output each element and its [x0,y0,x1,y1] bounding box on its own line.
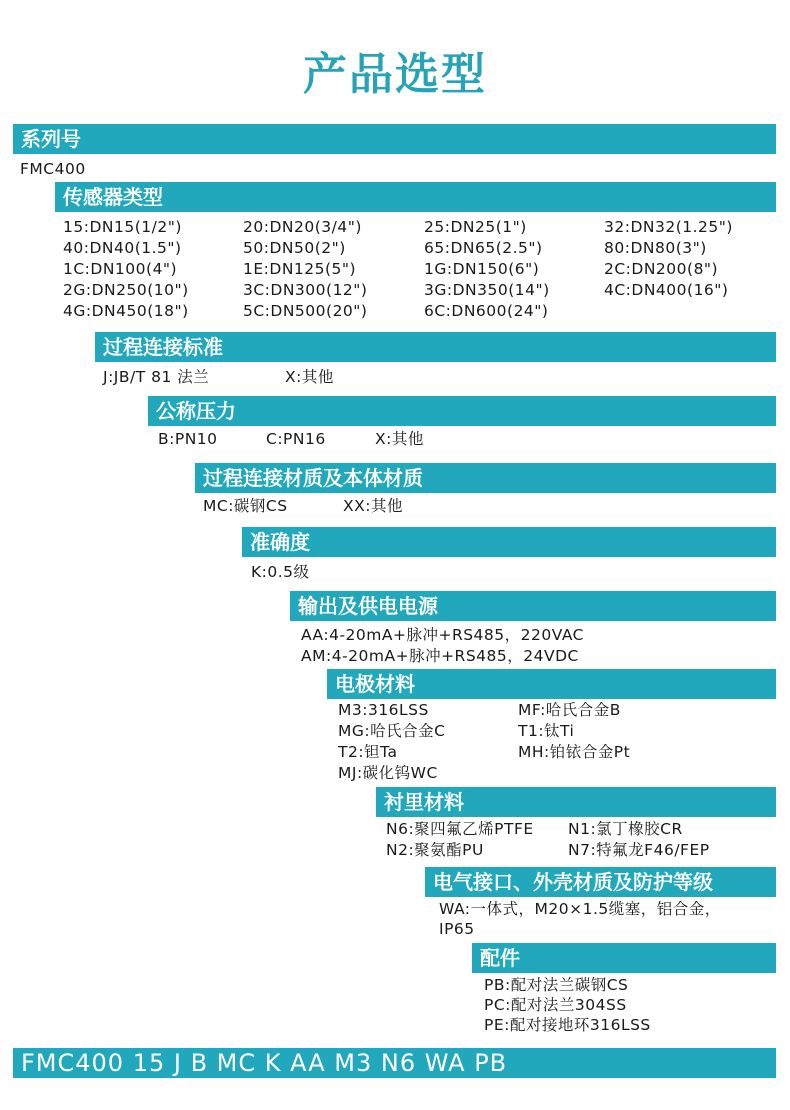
output-power-item: AM:4-20mA+脉冲+RS485，24VDC [301,647,579,665]
body-material-item: MC:碳钢CS [203,497,288,515]
sensor-type-item: 25:DN25(1") [424,218,527,236]
output-power-item: AA:4-20mA+脉冲+RS485，220VAC [301,626,584,644]
nominal-pressure-item: C:PN16 [266,430,326,448]
sensor-type-item: 2G:DN250(10") [63,281,189,299]
accessories-item: PB:配对法兰碳钢CS [484,976,629,994]
section-header-output-power: 输出及供电电源 [290,591,776,621]
sensor-type-item: 1E:DN125(5") [243,260,357,278]
section-header-electrode-material: 电极材料 [327,669,776,699]
section-header-nominal-pressure: 公称压力 [148,396,776,426]
section-header-accuracy: 准确度 [242,527,776,557]
page-title: 产品选型 [303,49,487,100]
sensor-type-item: 40:DN40(1.5") [63,239,182,257]
lining-material-item: N1:氯丁橡胶CR [568,820,683,838]
lining-material-item: N6:聚四氟乙烯PTFE [386,820,534,838]
electrode-material-item: MF:哈氏合金B [518,701,621,719]
sensor-type-item: 2C:DN200(8") [604,260,719,278]
sensor-type-item: 1G:DN150(6") [424,260,540,278]
electrode-material-item: T1:钛Ti [518,722,575,740]
section-header-electrical: 电气接口、外壳材质及防护等级 [425,867,776,897]
series-value: FMC400 [20,160,86,178]
lining-material-item: N7:特氟龙F46/FEP [568,841,710,859]
nominal-pressure-item: B:PN10 [158,430,218,448]
sensor-type-item: 1C:DN100(4") [63,260,178,278]
sensor-type-item: 80:DN80(3") [604,239,707,257]
sensor-type-item: 5C:DN500(20") [243,302,368,320]
sensor-type-item: 50:DN50(2") [243,239,346,257]
sensor-type-item: 15:DN15(1/2") [63,218,182,236]
section-header-accessories: 配件 [472,943,776,973]
electrical-line: IP65 [439,920,475,938]
electrode-material-item: M3:316LSS [338,701,429,719]
section-header-series: 系列号 [13,124,776,154]
electrode-material-item: MJ:碳化钨WC [338,764,438,782]
section-header-lining-material: 衬里材料 [376,787,776,817]
example-model-code: FMC400 15 J B MC K AA M3 N6 WA PB [13,1048,776,1078]
body-material-item: XX:其他 [343,497,403,515]
section-header-process-standard: 过程连接标准 [95,332,776,362]
section-header-body-material: 过程连接材质及本体材质 [195,463,776,493]
lining-material-item: N2:聚氨酯PU [386,841,484,859]
section-header-sensor-type: 传感器类型 [55,182,776,212]
electrical-line: WA:一体式，M20×1.5缆塞，铝合金， [439,900,721,918]
nominal-pressure-item: X:其他 [375,430,424,448]
process-standard-item: J:JB/T 81 法兰 [103,368,210,386]
electrode-material-item: T2:钽Ta [338,743,398,761]
accessories-item: PE:配对接地环316LSS [484,1016,651,1034]
sensor-type-item: 32:DN32(1.25") [604,218,733,236]
sensor-type-item: 3C:DN300(12") [243,281,368,299]
sensor-type-item: 20:DN20(3/4") [243,218,362,236]
sensor-type-item: 65:DN65(2.5") [424,239,543,257]
sensor-type-item: 4C:DN400(16") [604,281,729,299]
electrode-material-item: MH:铂铱合金Pt [518,743,631,761]
sensor-type-item: 3G:DN350(14") [424,281,550,299]
sensor-type-item: 4G:DN450(18") [63,302,189,320]
accessories-item: PC:配对法兰304SS [484,996,627,1014]
accuracy-item: K:0.5级 [251,563,310,581]
sensor-type-item: 6C:DN600(24") [424,302,549,320]
process-standard-item: X:其他 [285,368,334,386]
electrode-material-item: MG:哈氏合金C [338,722,446,740]
